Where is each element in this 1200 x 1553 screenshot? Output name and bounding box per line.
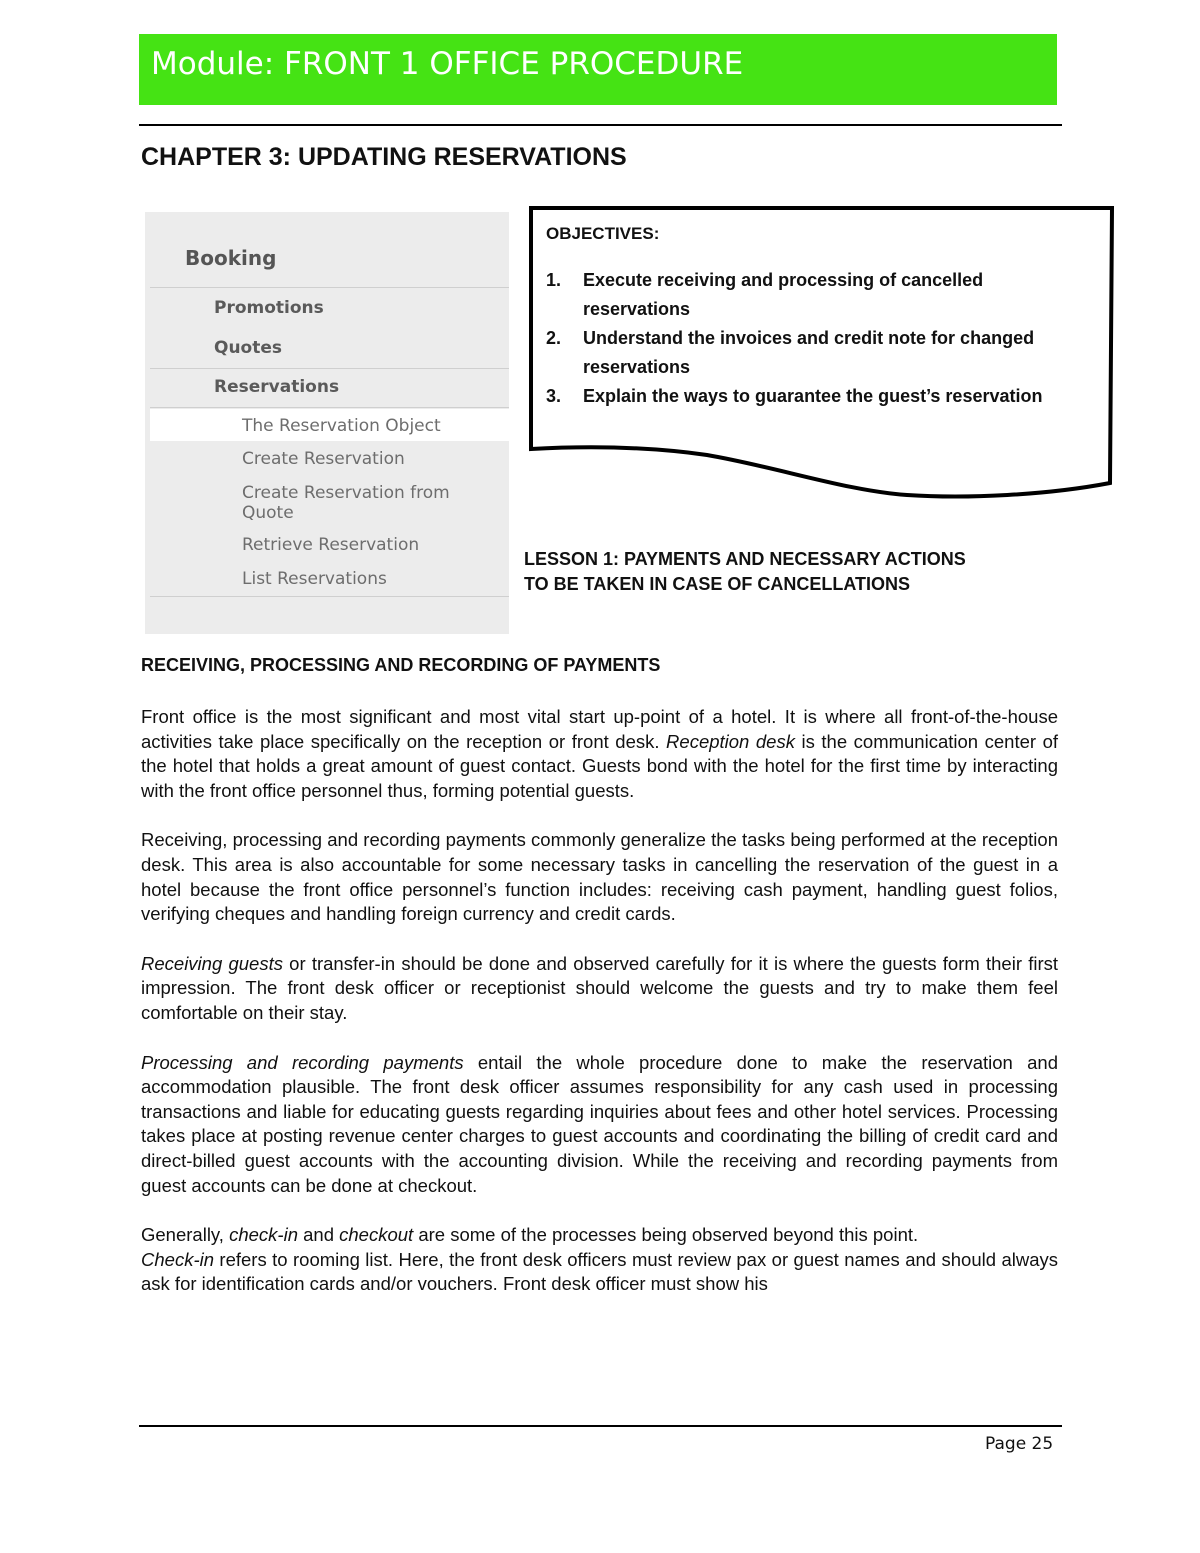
emphasis-term: check-in (229, 1224, 298, 1246)
nav-item-quotes[interactable]: Quotes (214, 338, 283, 358)
module-banner (139, 34, 1057, 105)
page-number: Page 25 (985, 1434, 1054, 1454)
nav-divider (150, 596, 509, 597)
section-heading: RECEIVING, PROCESSING AND RECORDING OF PAYMENTS (141, 655, 661, 675)
objective-item (546, 324, 1086, 382)
nav-sub-list-reservations[interactable]: List Reservations (242, 569, 387, 589)
nav-heading: Booking (185, 246, 277, 270)
objective-number: 1. (546, 270, 562, 290)
nav-divider (150, 407, 509, 408)
objective-text: Execute receiving and processing of cancelled reservations (583, 270, 984, 319)
paragraph (141, 952, 1058, 1026)
emphasis-term: Processing and recording payments (141, 1051, 464, 1073)
nav-divider (150, 287, 509, 288)
objective-text: Understand the invoices and credit note for changed reservations (583, 328, 1035, 377)
footer-rule (139, 1425, 1062, 1427)
lesson-title: LESSON 1: PAYMENTS AND NECESSARY ACTIONS TO BE TAKEN IN CASE OF CANCELLATIONS (524, 549, 966, 594)
module-title: Module: FRONT 1 OFFICE PROCEDURE (151, 46, 744, 82)
objective-number: 2. (546, 328, 562, 348)
text-run: Front office is the most significant and most vital start up-point of a hotel. It is where all front-of-the-house activities take place specifically on the reception or front desk. (141, 706, 1058, 752)
nav-item-promotions[interactable]: Promotions (214, 298, 324, 318)
nav-item-reservations[interactable]: Reservations (214, 377, 340, 397)
text-run: and (297, 1224, 340, 1246)
nav-sub-create-from-quote[interactable]: Create Reservation from Quote (242, 483, 450, 523)
text-run: or transfer-in should be done and observed carefully for it is where the guests form their first impression. The front desk officer or receptionist should welcome the guests and try to make them feel comfortable on their stay. (141, 952, 1059, 1023)
chapter-title: CHAPTER 3: UPDATING RESERVATIONS (141, 143, 627, 171)
nav-divider (150, 368, 509, 369)
emphasis-term: Receiving guests (141, 952, 283, 974)
emphasis-term: checkout (339, 1224, 414, 1246)
text-run: entail the whole procedure done to make the reservation and accommodation plausible. The front desk officer assumes responsibility for any cash used in processing transactions and liable for educating guests regarding inquiries about fees and other hotel services. Processing takes place at posting revenue center charges to guest accounts and coordinating the billing of credit card and direct-billed guest accounts with the accounting division. While the receiving and recording payments from guest accounts can be done at checkout. (141, 1051, 1059, 1196)
paragraph: Receiving, processing and recording payments commonly generalize the tasks being performed at the reception desk. This area is also accountable for some necessary tasks in cancelling the reservation of the guest in a hotel because the front office personnel’s function includes: receiving cash payment, handling guest folios, verifying cheques and handling foreign currency and credit cards. (141, 829, 1058, 925)
paragraph (141, 1248, 1058, 1297)
paragraph (141, 1051, 1058, 1199)
text-run: are some of the processes being observed beyond this point. (413, 1224, 919, 1246)
body-text (141, 705, 1058, 1297)
emphasis-term: Reception desk (666, 730, 795, 752)
paragraph (141, 705, 1058, 803)
objectives-title: OBJECTIVES: (546, 224, 660, 243)
booking-nav-panel (145, 212, 509, 634)
paragraph (141, 1223, 1058, 1248)
nav-sub-create-reservation[interactable]: Create Reservation (242, 449, 405, 469)
emphasis-term: Check-in (141, 1248, 214, 1270)
objective-number: 3. (546, 386, 562, 406)
objective-text: Explain the ways to guarantee the guest’s reservation (583, 386, 1043, 406)
objective-item (546, 266, 1086, 324)
nav-sub-reservation-object[interactable]: The Reservation Object (242, 416, 441, 436)
text-run: is the communication center of the hotel that holds a great amount of guest contact. Guests bond with the hotel for the first time by interacting with the front office personnel thus, forming potential guests. (141, 730, 1058, 801)
text-run: Generally, (141, 1224, 230, 1246)
objective-item (546, 382, 1086, 411)
objectives-list (546, 266, 1086, 411)
nav-sub-retrieve-reservation[interactable]: Retrieve Reservation (242, 535, 420, 555)
text-run: refers to rooming list. Here, the front desk officers must review pax or guest names and should always ask for identification cards and/or vouchers. Front desk officer must show his (141, 1248, 1058, 1295)
header-rule (139, 124, 1062, 126)
